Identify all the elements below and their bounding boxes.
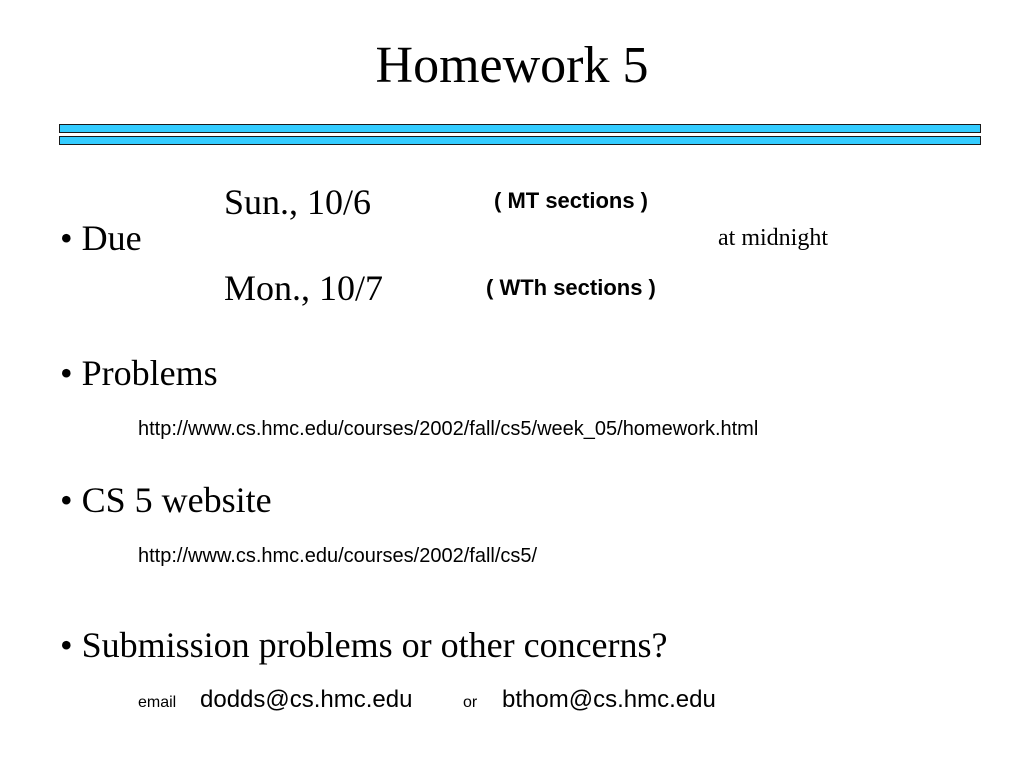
due-date-monday: Mon., 10/7 — [224, 268, 384, 308]
title-rule-top — [59, 124, 981, 133]
concerns-label: • Submission problems or other concerns? — [60, 625, 668, 665]
website-url[interactable]: http://www.cs.hmc.edu/courses/2002/fall/cs5/ — [138, 545, 538, 567]
due-date-sunday: Sun., 10/6 — [224, 182, 372, 222]
due-time: at midnight — [718, 225, 828, 251]
mt-sections-note: ( MT sections ) — [494, 188, 649, 213]
problems-label: • Problems — [60, 353, 218, 393]
wth-sections-note: ( WTh sections ) — [486, 275, 656, 300]
or-text: or — [463, 694, 478, 711]
email-dodds[interactable]: dodds@cs.hmc.edu — [200, 686, 413, 713]
problems-url[interactable]: http://www.cs.hmc.edu/courses/2002/fall/cs5/week_05/homework.html — [138, 418, 759, 440]
email-prefix: email — [138, 694, 177, 711]
website-label: • CS 5 website — [60, 480, 272, 520]
slide-title: Homework 5 — [375, 37, 649, 94]
title-rule-bottom — [59, 136, 981, 145]
email-bthom[interactable]: bthom@cs.hmc.edu — [502, 686, 716, 713]
due-label: • Due — [60, 218, 142, 258]
